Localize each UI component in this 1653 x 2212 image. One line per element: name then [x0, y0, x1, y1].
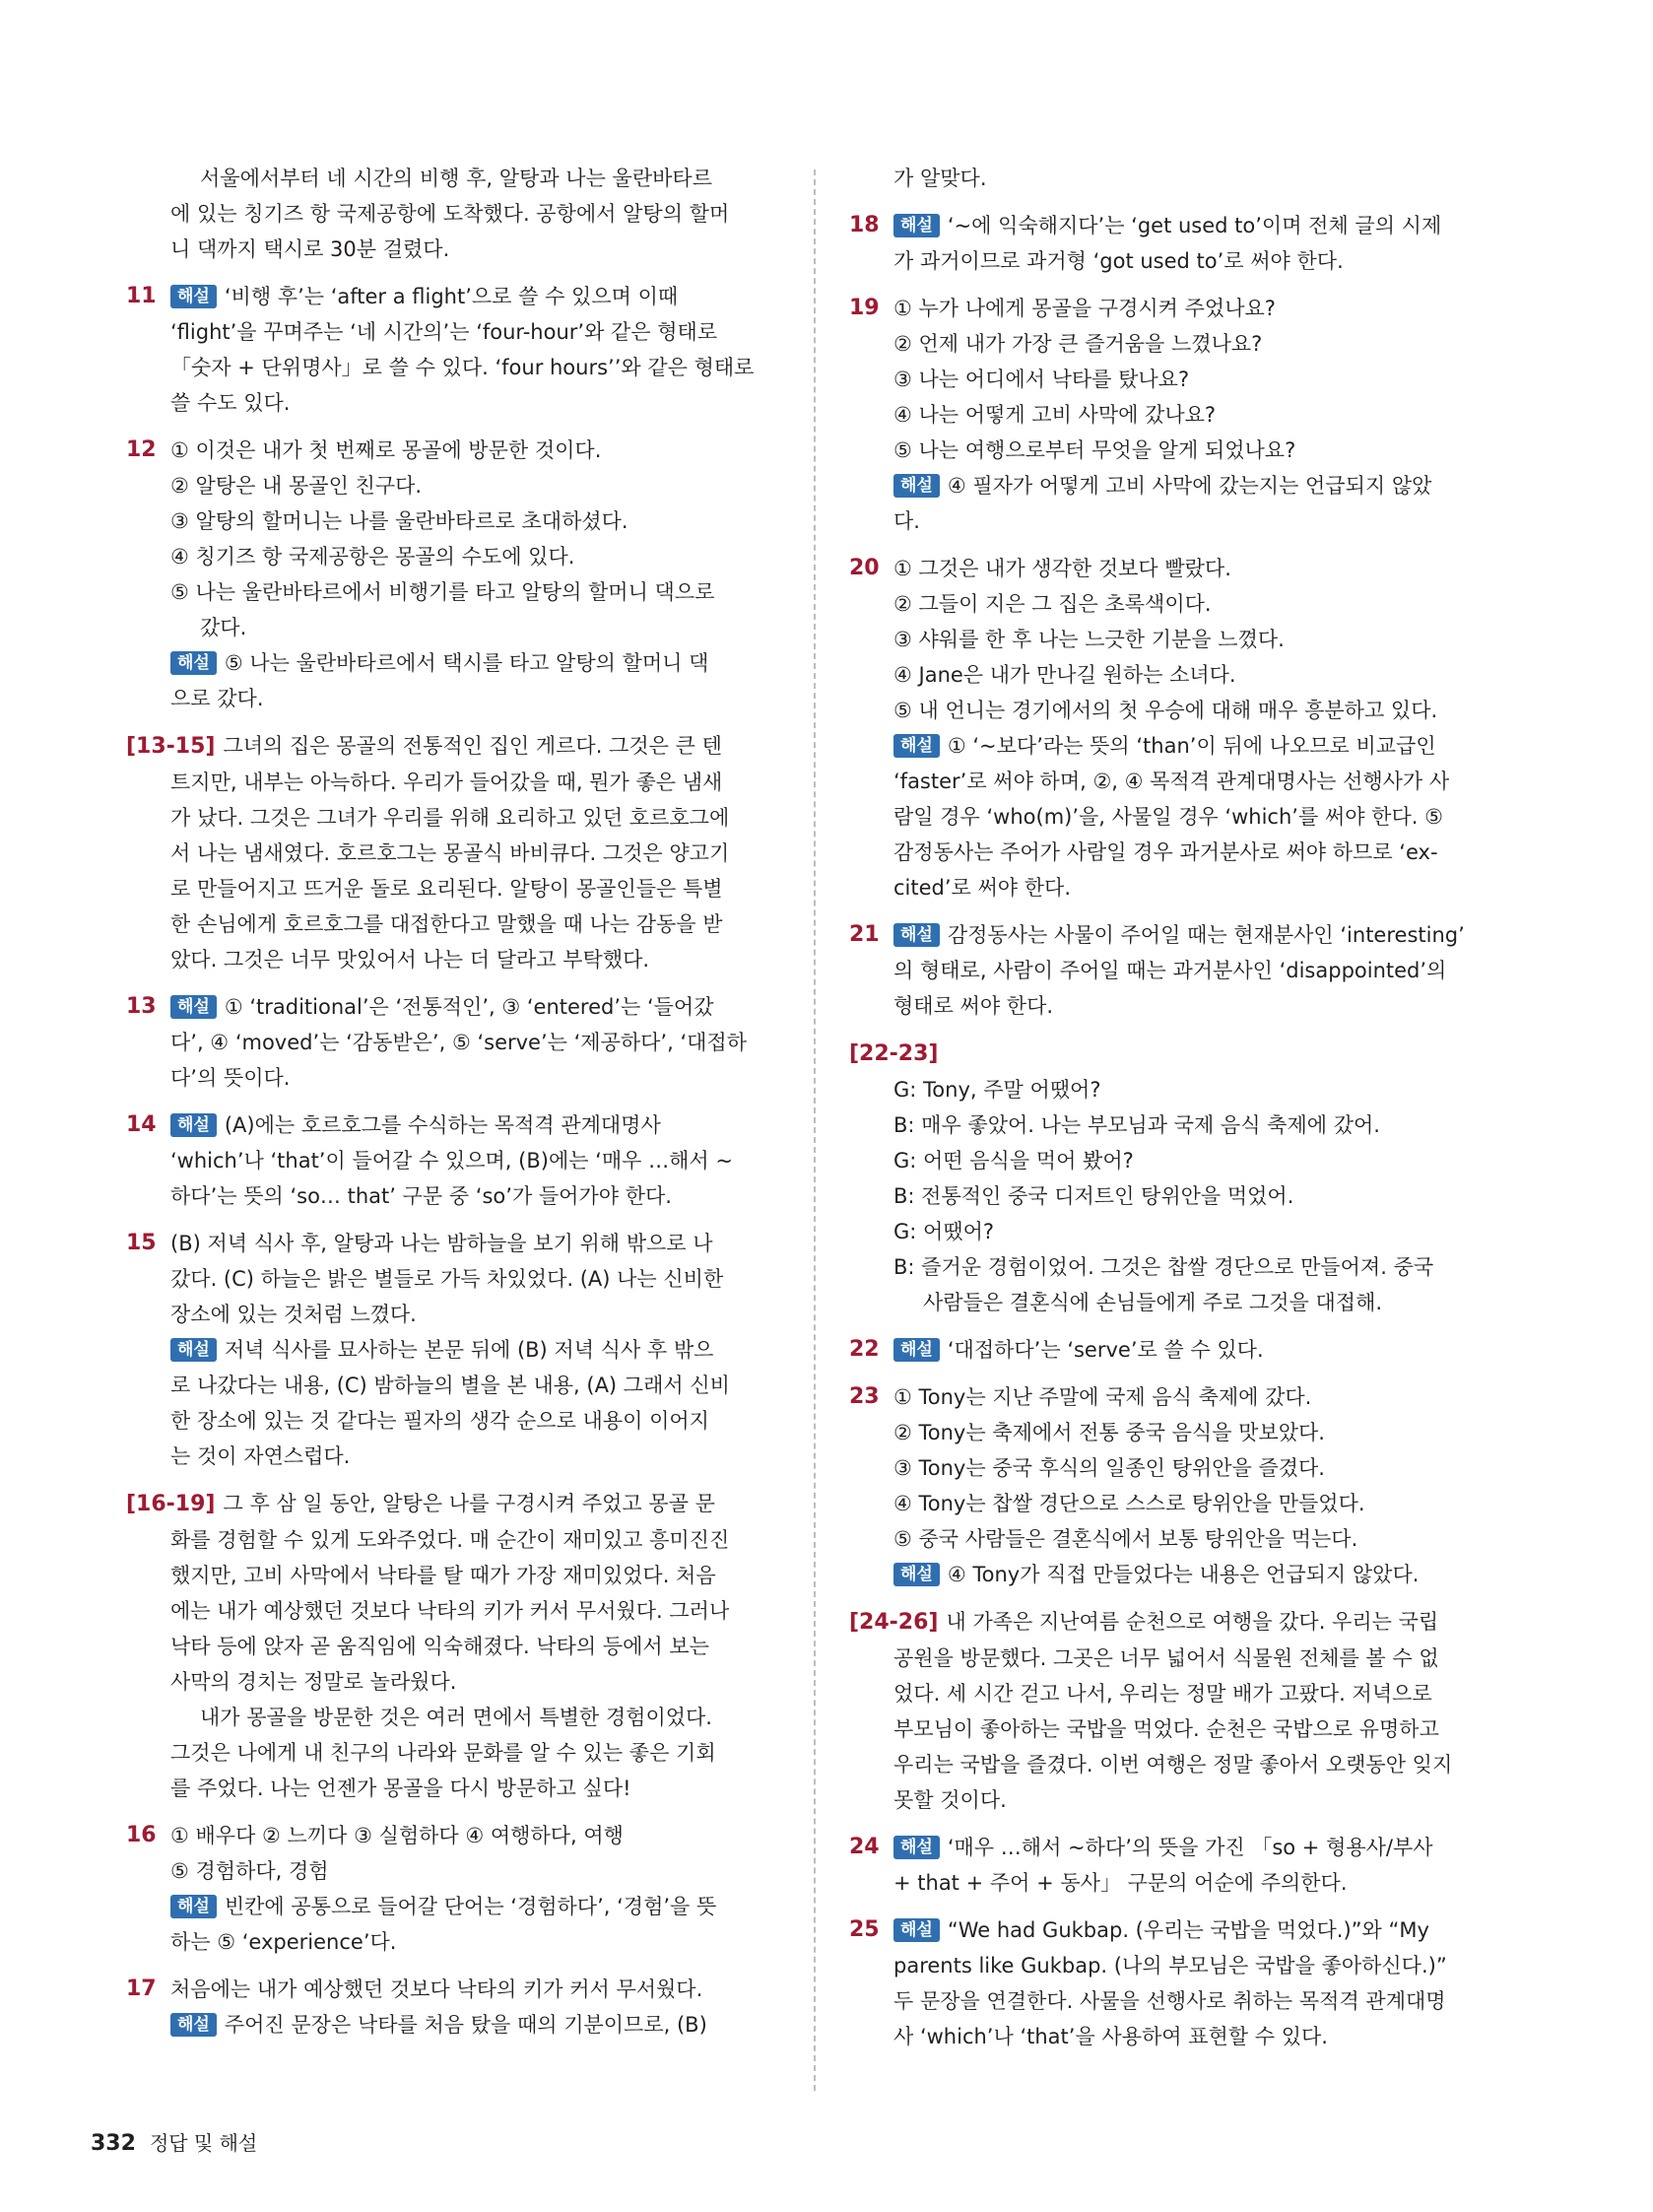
- text-line: 그것은 나에게 내 친구의 나라와 문화를 알 수 있는 좋은 기회: [170, 1741, 716, 1765]
- text-line: 우리는 국밥을 즐겼다. 이번 여행은 정말 좋아서 오랫동안 잊지: [893, 1753, 1453, 1776]
- option-line: ④ Jane은 내가 만나길 원하는 소녀다.: [893, 663, 1236, 687]
- text-line: (B) 저녁 식사 후, 알탕과 나는 밤하늘을 보기 위해 밖으로 나: [170, 1232, 713, 1255]
- text-line: parents like Gukbap. (나의 부모님은 국밥을 좋아하신다.)”: [893, 1954, 1447, 1977]
- text-line: ‘대접하다’는 ‘serve’로 쓸 수 있다.: [947, 1338, 1264, 1362]
- question-17: [126, 1972, 774, 2043]
- option-line: ② 알탕은 내 몽골인 친구다.: [170, 474, 423, 498]
- passage-13-15: [126, 728, 774, 977]
- option-line: ⑤ 중국 사람들은 결혼식에서 보통 탕위안을 먹는다.: [893, 1527, 1358, 1551]
- text-line: 로 만들어지고 뜨거운 돌로 요리된다. 알탕이 몽골인들은 특별: [170, 877, 723, 901]
- explanation-badge: 해설: [893, 1563, 940, 1586]
- text-line: (A)에는 호르호그를 수식하는 목적격 관계대명사: [224, 1113, 661, 1137]
- option-line: ① 이것은 내가 첫 번째로 몽골에 방문한 것이다.: [170, 438, 602, 462]
- question-13: [126, 989, 774, 1096]
- dialog-line: 사람들은 결혼식에 손님들에게 주로 그것을 대접해.: [923, 1291, 1383, 1314]
- dialog-line: G: 어땠어?: [893, 1220, 995, 1243]
- question-number: 25: [849, 1917, 880, 1942]
- question-number: [16-19]: [126, 1492, 216, 1516]
- question-number: 20: [849, 556, 880, 580]
- question-number: [24-26]: [849, 1610, 939, 1635]
- text-line: 「숫자 + 단위명사」로 쓸 수 있다. ‘four hours’’와 같은 형태로: [170, 356, 755, 379]
- text-line: 공원을 방문했다. 그곳은 너무 넓어서 식물원 전체를 볼 수 없: [893, 1646, 1439, 1670]
- text-line: 감정동사는 주어가 사람일 경우 과거분사로 써야 하므로 ‘ex-: [893, 840, 1438, 864]
- explanation-badge: 해설: [170, 1338, 217, 1362]
- text-line: 화를 경험할 수 있게 도와주었다. 매 순간이 재미있고 흥미진진: [170, 1528, 730, 1552]
- page-number: 332: [91, 2131, 136, 2156]
- explanation-badge: 해설: [170, 285, 217, 308]
- question-number: 23: [849, 1384, 880, 1409]
- option-line: ② 그들이 지은 그 집은 초록색이다.: [893, 592, 1212, 616]
- text-line: ‘flight’을 꾸며주는 ‘네 시간의’는 ‘four-hour’와 같은 형태로: [170, 320, 718, 344]
- question-number: 17: [126, 1977, 157, 2001]
- text-line: 으로 갔다.: [170, 687, 264, 710]
- text-line: 의 형태로, 사람이 주어일 때는 과거분사인 ‘disappointed’의: [893, 959, 1447, 982]
- text-line: 처음에는 내가 예상했던 것보다 낙타의 키가 커서 무서웠다.: [170, 1977, 703, 2001]
- text-line: ① ‘traditional’은 ‘전통적인’, ③ ‘entered’는 ‘들어갔: [224, 995, 714, 1019]
- text-line: 하다’는 뜻의 ‘so… that’ 구문 중 ‘so’가 들어가야 한다.: [170, 1184, 672, 1208]
- question-17-continued: [849, 161, 1497, 196]
- text-line: 하는 ⑤ ‘experience’다.: [170, 1930, 397, 1954]
- text-line: 못할 것이다.: [893, 1788, 1007, 1812]
- text-line: cited’로 써야 한다.: [893, 876, 1071, 900]
- question-number: 19: [849, 296, 880, 320]
- text-line: ⑤ 나는 울란바타르에서 택시를 타고 알탕의 할머니 댁: [224, 651, 709, 675]
- question-number: 21: [849, 922, 880, 947]
- text-line: 사 ‘which’나 ‘that’을 사용하여 표현할 수 있다.: [893, 2025, 1328, 2048]
- question-25: [849, 1912, 1497, 2054]
- dialog-line: G: 어떤 음식을 먹어 봤어?: [893, 1149, 1134, 1173]
- text-line: ‘비행 후’는 ‘after a flight’으로 쓸 수 있으며 이때: [224, 285, 679, 308]
- text-line: 서 나는 냄새였다. 호르호그는 몽골식 바비큐다. 그것은 양고기: [170, 841, 730, 865]
- option-line: ② 언제 내가 가장 큰 즐거움을 느꼈나요?: [893, 332, 1263, 356]
- question-15: [126, 1226, 774, 1474]
- option-line: ④ 칭기즈 항 국제공항은 몽골의 수도에 있다.: [170, 545, 575, 569]
- text-line: 니 댁까지 택시로 30분 걸렸다.: [170, 237, 450, 261]
- question-number: 18: [849, 213, 880, 237]
- dialog-line: B: 즐거운 경험이었어. 그것은 찹쌀 경단으로 만들어져. 중국: [893, 1255, 1434, 1279]
- column-divider: [814, 169, 816, 2091]
- text-line: 를 주었다. 나는 언젠가 몽골을 다시 방문하고 싶다!: [170, 1776, 631, 1800]
- option-line: 갔다.: [200, 616, 247, 639]
- option-line: ② Tony는 축제에서 전통 중국 음식을 맛보았다.: [893, 1421, 1325, 1444]
- option-line: ① 배우다 ② 느끼다 ③ 실험하다 ④ 여행하다, 여행: [170, 1824, 624, 1847]
- question-12: [126, 433, 774, 716]
- question-number: 12: [126, 437, 157, 462]
- text-line: 내가 몽골을 방문한 것은 여러 면에서 특별한 경험이었다.: [200, 1706, 712, 1729]
- option-line: ⑤ 나는 여행으로부터 무엇을 알게 되었나요?: [893, 438, 1296, 462]
- question-11: [126, 279, 774, 421]
- dialog-line: B: 전통적인 중국 디저트인 탕위안을 먹었어.: [893, 1184, 1294, 1208]
- text-line: “We had Gukbap. (우리는 국밥을 먹었다.)”와 “My: [947, 1918, 1429, 1942]
- question-16: [126, 1818, 774, 1960]
- passage-22-23: [849, 1036, 1497, 1320]
- question-number: 16: [126, 1823, 157, 1847]
- question-23: [849, 1379, 1497, 1592]
- option-line: ④ 나는 어떻게 고비 사막에 갔나요?: [893, 403, 1217, 427]
- left-column: [126, 161, 774, 2054]
- text-line: 다’, ④ ‘moved’는 ‘감동받은’, ⑤ ‘serve’는 ‘제공하다’, ‘대접하: [170, 1031, 747, 1054]
- text-line: 저녁 식사를 묘사하는 본문 뒤에 (B) 저녁 식사 후 밖으: [224, 1338, 714, 1362]
- text-line: 했지만, 고비 사막에서 낙타를 탈 때가 가장 재미있었다. 처음: [170, 1564, 716, 1587]
- option-line: ③ 알탕의 할머니는 나를 울란바타르로 초대하셨다.: [170, 509, 628, 533]
- question-number: [22-23]: [849, 1041, 939, 1066]
- text-line: 는 것이 자연스럽다.: [170, 1444, 351, 1468]
- text-line: + that + 주어 + 동사」 구문의 어순에 주의한다.: [893, 1871, 1348, 1895]
- text-line: 한 장소에 있는 것 같다는 필자의 생각 순으로 내용이 이어지: [170, 1409, 709, 1433]
- text-line: 다’의 뜻이다.: [170, 1066, 291, 1090]
- text-line: 가 알맞다.: [893, 167, 987, 190]
- text-line: 서울에서부터 네 시간의 비행 후, 알탕과 나는 울란바타르: [200, 167, 712, 190]
- text-line: 한 손님에게 호르호그를 대접한다고 말했을 때 나는 감동을 받: [170, 912, 723, 936]
- passage-16-19: [126, 1486, 774, 1806]
- dialog-line: G: Tony, 주말 어땠어?: [893, 1078, 1101, 1102]
- text-line: 형태로 써야 한다.: [893, 994, 1054, 1018]
- explanation-badge: 해설: [893, 1836, 940, 1859]
- text-line: 그 후 삼 일 동안, 알탕은 나를 구경시켜 주었고 몽골 문: [223, 1492, 715, 1515]
- question-number: 14: [126, 1112, 157, 1137]
- text-line: 가 났다. 그것은 그녀가 우리를 위해 요리하고 있던 호르호그에: [170, 806, 730, 830]
- option-line: ④ Tony는 찹쌀 경단으로 스스로 탕위안을 만들었다.: [893, 1492, 1365, 1515]
- text-line: 트지만, 내부는 아늑하다. 우리가 들어갔을 때, 뭔가 좋은 냄새: [170, 771, 723, 794]
- question-number: 11: [126, 284, 157, 308]
- text-line: 주어진 문장은 낙타를 처음 탔을 때의 기분이므로, (B): [224, 2013, 707, 2037]
- passage-24-26: [849, 1604, 1497, 1818]
- right-column: [849, 161, 1497, 2066]
- text-line: 람일 경우 ‘who(m)’을, 사물일 경우 ‘which’를 써야 한다. ⑤: [893, 805, 1443, 829]
- question-24: [849, 1830, 1497, 1901]
- question-18: [849, 208, 1497, 279]
- text-line: ‘faster’로 써야 하며, ②, ④ 목적격 관계대명사는 선행사가 사: [893, 770, 1450, 793]
- explanation-badge: 해설: [170, 1113, 217, 1137]
- text-line: 내 가족은 지난여름 순천으로 여행을 갔다. 우리는 국립: [946, 1610, 1439, 1634]
- dialog-line: B: 매우 좋았어. 나는 부모님과 국제 음식 축제에 갔어.: [893, 1113, 1380, 1137]
- question-20: [849, 551, 1497, 905]
- question-number: 22: [849, 1337, 880, 1362]
- option-line: ⑤ 경험하다, 경험: [170, 1859, 329, 1883]
- option-line: ③ 샤워를 한 후 나는 느긋한 기분을 느꼈다.: [893, 628, 1285, 651]
- question-number: 13: [126, 994, 157, 1019]
- text-line: 그녀의 집은 몽골의 전통적인 집인 게르다. 그것은 큰 텐: [223, 734, 722, 758]
- question-14: [126, 1107, 774, 1214]
- explanation-badge: 해설: [170, 651, 217, 675]
- text-line: ‘~에 익숙해지다’는 ‘get used to’이며 전체 글의 시제: [947, 214, 1442, 237]
- section-title: 정답 및 해설: [149, 2131, 258, 2155]
- explanation-badge: 해설: [893, 1918, 940, 1942]
- explanation-badge: 해설: [893, 214, 940, 237]
- text-line: ‘매우 …해서 ~하다’의 뜻을 가진 「so + 형용사/부사: [947, 1836, 1433, 1859]
- text-line: ① ‘~보다’라는 뜻의 ‘than’이 뒤에 나오므로 비교급인: [947, 734, 1436, 758]
- text-line: 부모님이 좋아하는 국밥을 먹었다. 순천은 국밥으로 유명하고: [893, 1717, 1439, 1741]
- question-number: 15: [126, 1231, 157, 1255]
- text-line: 에는 내가 예상했던 것보다 낙타의 키가 커서 무서웠다. 그러나: [170, 1599, 730, 1623]
- page-footer: [91, 2128, 257, 2159]
- explanation-badge: 해설: [893, 923, 940, 947]
- text-line: 감정동사는 사물이 주어일 때는 현재분사인 ‘interesting’: [947, 923, 1465, 947]
- explanation-badge: 해설: [893, 474, 940, 498]
- text-line: 빈칸에 공통으로 들어갈 단어는 ‘경험하다’, ‘경험’을 뜻: [224, 1895, 717, 1918]
- explanation-badge: 해설: [893, 1338, 940, 1362]
- text-line: 에 있는 칭기즈 항 국제공항에 도착했다. 공항에서 알탕의 할머: [170, 202, 730, 226]
- question-number: 24: [849, 1835, 880, 1859]
- text-line: 로 나갔다는 내용, (C) 밤하늘의 별을 본 내용, (A) 그래서 신비: [170, 1374, 730, 1397]
- question-22: [849, 1332, 1497, 1368]
- option-line: ① Tony는 지난 주말에 국제 음식 축제에 갔다.: [893, 1385, 1312, 1409]
- text-line: 갔다. (C) 하늘은 밝은 별들로 가득 차있었다. (A) 나는 신비한: [170, 1267, 724, 1291]
- text-line: ④ Tony가 직접 만들었다는 내용은 언급되지 않았다.: [947, 1563, 1420, 1586]
- text-line: ④ 필자가 어떻게 고비 사막에 갔는지는 언급되지 않았: [947, 474, 1432, 498]
- text-line: 다.: [893, 509, 920, 533]
- question-number: [13-15]: [126, 734, 216, 759]
- option-line: ⑤ 나는 울란바타르에서 비행기를 타고 알탕의 할머니 댁으로: [170, 580, 715, 604]
- option-line: ③ 나는 어디에서 낙타를 탔나요?: [893, 368, 1190, 391]
- explanation-badge: 해설: [893, 734, 940, 758]
- text-line: ‘which’나 ‘that’이 들어갈 수 있으며, (B)에는 ‘매우 …해서 ~: [170, 1149, 733, 1173]
- text-line: 낙타 등에 앉자 곧 움직임에 익숙해졌다. 낙타의 등에서 보는: [170, 1635, 709, 1658]
- explanation-badge: 해설: [170, 1895, 217, 1918]
- intro-passage: [126, 161, 774, 267]
- question-19: [849, 291, 1497, 539]
- text-line: 두 문장을 연결한다. 사물을 선행사로 취하는 목적격 관계대명: [893, 1989, 1446, 2013]
- text-line: 었다. 세 시간 걷고 나서, 우리는 정말 배가 고팠다. 저녁으로: [893, 1682, 1432, 1706]
- text-line: 쓸 수도 있다.: [170, 391, 291, 415]
- option-line: ① 그것은 내가 생각한 것보다 빨랐다.: [893, 557, 1231, 580]
- option-line: ⑤ 내 언니는 경기에서의 첫 우승에 대해 매우 흥분하고 있다.: [893, 699, 1438, 722]
- text-line: 사막의 경치는 정말로 놀라웠다.: [170, 1670, 457, 1694]
- text-line: 가 과거이므로 과거형 ‘got used to’로 써야 한다.: [893, 249, 1344, 273]
- explanation-badge: 해설: [170, 2013, 217, 2037]
- text-line: 았다. 그것은 너무 맛있어서 나는 더 달라고 부탁했다.: [170, 948, 650, 972]
- option-line: ③ Tony는 중국 후식의 일종인 탕위안을 즐겼다.: [893, 1456, 1325, 1480]
- text-line: 장소에 있는 것처럼 느꼈다.: [170, 1303, 417, 1326]
- explanation-badge: 해설: [170, 995, 217, 1019]
- question-21: [849, 917, 1497, 1024]
- option-line: ① 누가 나에게 몽골을 구경시켜 주었나요?: [893, 297, 1276, 320]
